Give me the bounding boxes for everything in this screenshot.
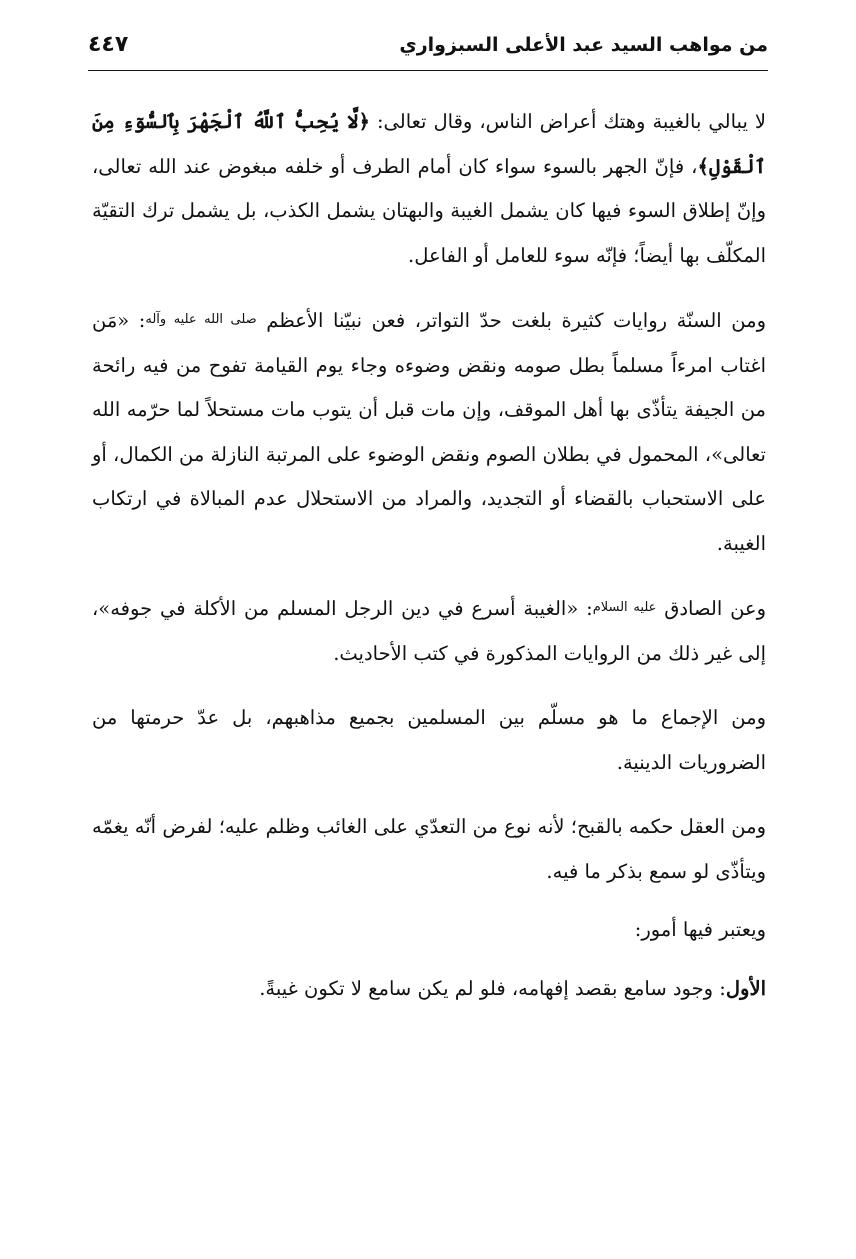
paragraph-3-text-b: : «الغيبة أسرع في دين الرجل المسلم من الأكلة في جوفه»، إلى غير ذلك من الروايات المذكورة في كتب الأحاديث. — [92, 597, 766, 665]
honorific-glyph: عليه السلام — [592, 600, 657, 615]
paragraph-7 — [92, 967, 766, 1012]
page-number: ٤٤٧ — [88, 32, 129, 57]
body-text — [92, 100, 766, 1031]
running-header — [88, 30, 768, 71]
paragraph-5: ومن العقل حكمه بالقبح؛ لأنه نوع من التعدّي على الغائب وظلم عليه؛ لفرض أنّه يغمّه ويتأذّى لو سمع بذكر ما فيه. — [92, 815, 766, 883]
quran-verse: ﴿لَّا يُحِبُّ ٱللَّهُ ٱلْجَهْرَ بِٱلسُّوٓءِ مِنَ ٱلْقَوْلِ﴾ — [92, 110, 766, 178]
header-title: من مواهب السيد عبد الأعلى السبزواري — [399, 34, 768, 56]
paragraph-2-text-b: : «مَن اغتاب امرءاً مسلماً بطل صومه ونقض وضوءه وجاء يوم القيامة تفوح من فيه رائحة من الجيفة يتأذّى بها أهل الموقف، وإن مات قبل أن يتوب مات مستحلاً لما حرّمه الله تعالى»، المحمول في بطلان الصوم ونقض الوضوء على المرتبة النازلة من الكمال، أو على الاستحباب بالقضاء أو التجديد، والمراد من الاستحلال عدم المبالاة في ارتكاب الغيبة. — [92, 309, 766, 555]
paragraph-1-text-b: ، فإنّ الجهر بالسوء سواء كان أمام الطرف أو خلفه مبغوض عند الله تعالى، وإنّ إطلاق السوء فيها كان يشمل الغيبة والبهتان يشمل الكذب، بل يشمل ترك التقيّة المكلّف بها أيضاً؛ فإنّه سوء للعامل أو الفاعل. — [92, 154, 766, 267]
honorific-glyph: صلى الله عليه وآله — [145, 312, 257, 327]
paragraph-1-text-a: لا يبالي بالغيبة وهتك أعراض الناس، وقال تعالى: — [369, 110, 766, 133]
item-lead: الأول — [725, 976, 766, 1000]
paragraph-2 — [92, 298, 766, 566]
paragraph-4: ومن الإجماع ما هو مسلّم بين المسلمين بجميع مذاهبهم، بل عدّ حرمتها من الضروريات الدينية. — [92, 706, 766, 774]
paragraph-1 — [92, 100, 766, 278]
paragraph-3 — [92, 586, 766, 676]
paragraph-2-text-a: ومن السنّة روايات كثيرة بلغت حدّ التواتر، فعن نبيّنا الأعظم — [256, 309, 766, 332]
paragraph-7-text: : وجود سامع بقصد إفهامه، فلو لم يكن سامع لا تكون غيبةً. — [259, 976, 726, 1000]
paragraph-6: ويعتبر فيها أمور: — [634, 918, 766, 941]
paragraph-3-text-a: وعن الصادق — [656, 597, 766, 620]
